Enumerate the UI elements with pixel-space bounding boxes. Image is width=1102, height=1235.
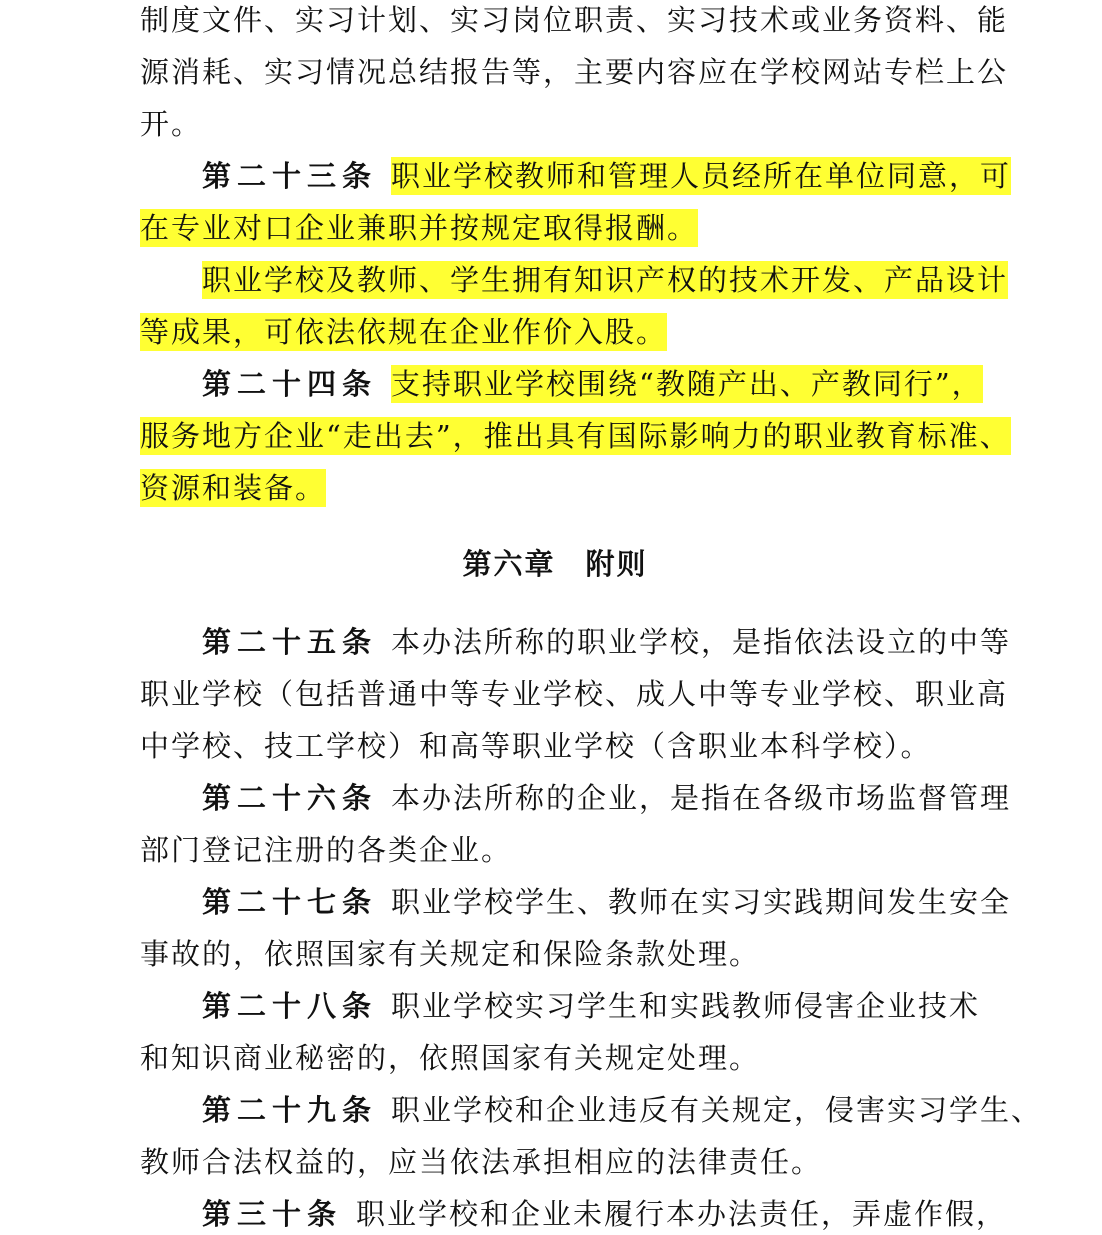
article-27-line: 事故的，依照国家有关规定和保险条款处理。 [140, 937, 761, 971]
article-text: 本办法所称的职业学校，是指依法设立的中等 [391, 625, 1012, 659]
article-24-line [140, 416, 1011, 456]
highlighted-text: 服务地方企业“走出去”，推出具有国际影响力的职业教育标准、 [140, 419, 1011, 453]
article-24-line [140, 468, 326, 508]
article-text: 本办法所称的企业，是指在各级市场监督管理 [391, 781, 1012, 815]
article-text: 职业学校和企业违反有关规定，侵害实习学生、 [391, 1093, 1043, 1127]
article-26-title: 第二十六条 [202, 781, 378, 815]
highlighted-text: 支持职业学校围绕“教随产出、产教同行”， [391, 367, 983, 401]
article-27-line [202, 882, 1011, 922]
article-29-line: 教师合法权益的，应当依法承担相应的法律责任。 [140, 1145, 823, 1179]
article-24-line [202, 364, 983, 404]
highlighted-text: 在专业对口企业兼职并按规定取得报酬。 [140, 211, 699, 245]
article-23-line [202, 260, 1008, 300]
article-text: 职业学校和企业未履行本办法责任，弄虚作假， [356, 1197, 1008, 1231]
article-28-line [202, 986, 980, 1026]
article-28-line: 和知识商业秘密的，依照国家有关规定处理。 [140, 1041, 761, 1075]
highlighted-text: 职业学校及教师、学生拥有知识产权的技术开发、产品设计 [202, 263, 1009, 297]
highlighted-text: 资源和装备。 [140, 471, 327, 505]
article-30-title: 第三十条 [202, 1197, 343, 1231]
article-30-line [202, 1194, 1007, 1234]
article-24-title: 第二十四条 [202, 367, 378, 401]
paragraph-line: 源消耗、实习情况总结报告等，主要内容应在学校网站专栏上公 [140, 55, 1009, 89]
article-26-line: 部门登记注册的各类企业。 [140, 833, 513, 867]
chapter-name: 附则 [585, 547, 648, 581]
article-27-title: 第二十七条 [202, 885, 378, 919]
article-28-title: 第二十八条 [202, 989, 378, 1023]
chapter-number: 第六章 [462, 547, 556, 581]
article-25-title: 第二十五条 [202, 625, 378, 659]
article-29-line [202, 1090, 1042, 1130]
highlighted-text: 等成果，可依法依规在企业作价入股。 [140, 315, 668, 349]
article-23-line [140, 208, 698, 248]
paragraph-line: 开。 [140, 107, 203, 141]
chapter-heading [140, 544, 970, 584]
article-23-line [140, 312, 667, 352]
article-25-line [202, 622, 1011, 662]
article-26-line [202, 778, 1011, 818]
highlighted-text: 职业学校教师和管理人员经所在单位同意，可 [391, 159, 1012, 193]
article-23-line [202, 156, 1011, 196]
article-25-line: 中学校、技工学校）和高等职业学校（含职业本科学校）。 [140, 729, 932, 763]
article-23-title: 第二十三条 [202, 159, 378, 193]
article-25-line: 职业学校（包括普通中等专业学校、成人中等专业学校、职业高 [140, 677, 1009, 711]
article-text: 职业学校学生、教师在实习实践期间发生安全 [391, 885, 1012, 919]
paragraph-line: 制度文件、实习计划、实习岗位职责、实习技术或业务资料、能 [140, 3, 1009, 37]
article-text: 职业学校实习学生和实践教师侵害企业技术 [391, 989, 981, 1023]
article-29-title: 第二十九条 [202, 1093, 378, 1127]
